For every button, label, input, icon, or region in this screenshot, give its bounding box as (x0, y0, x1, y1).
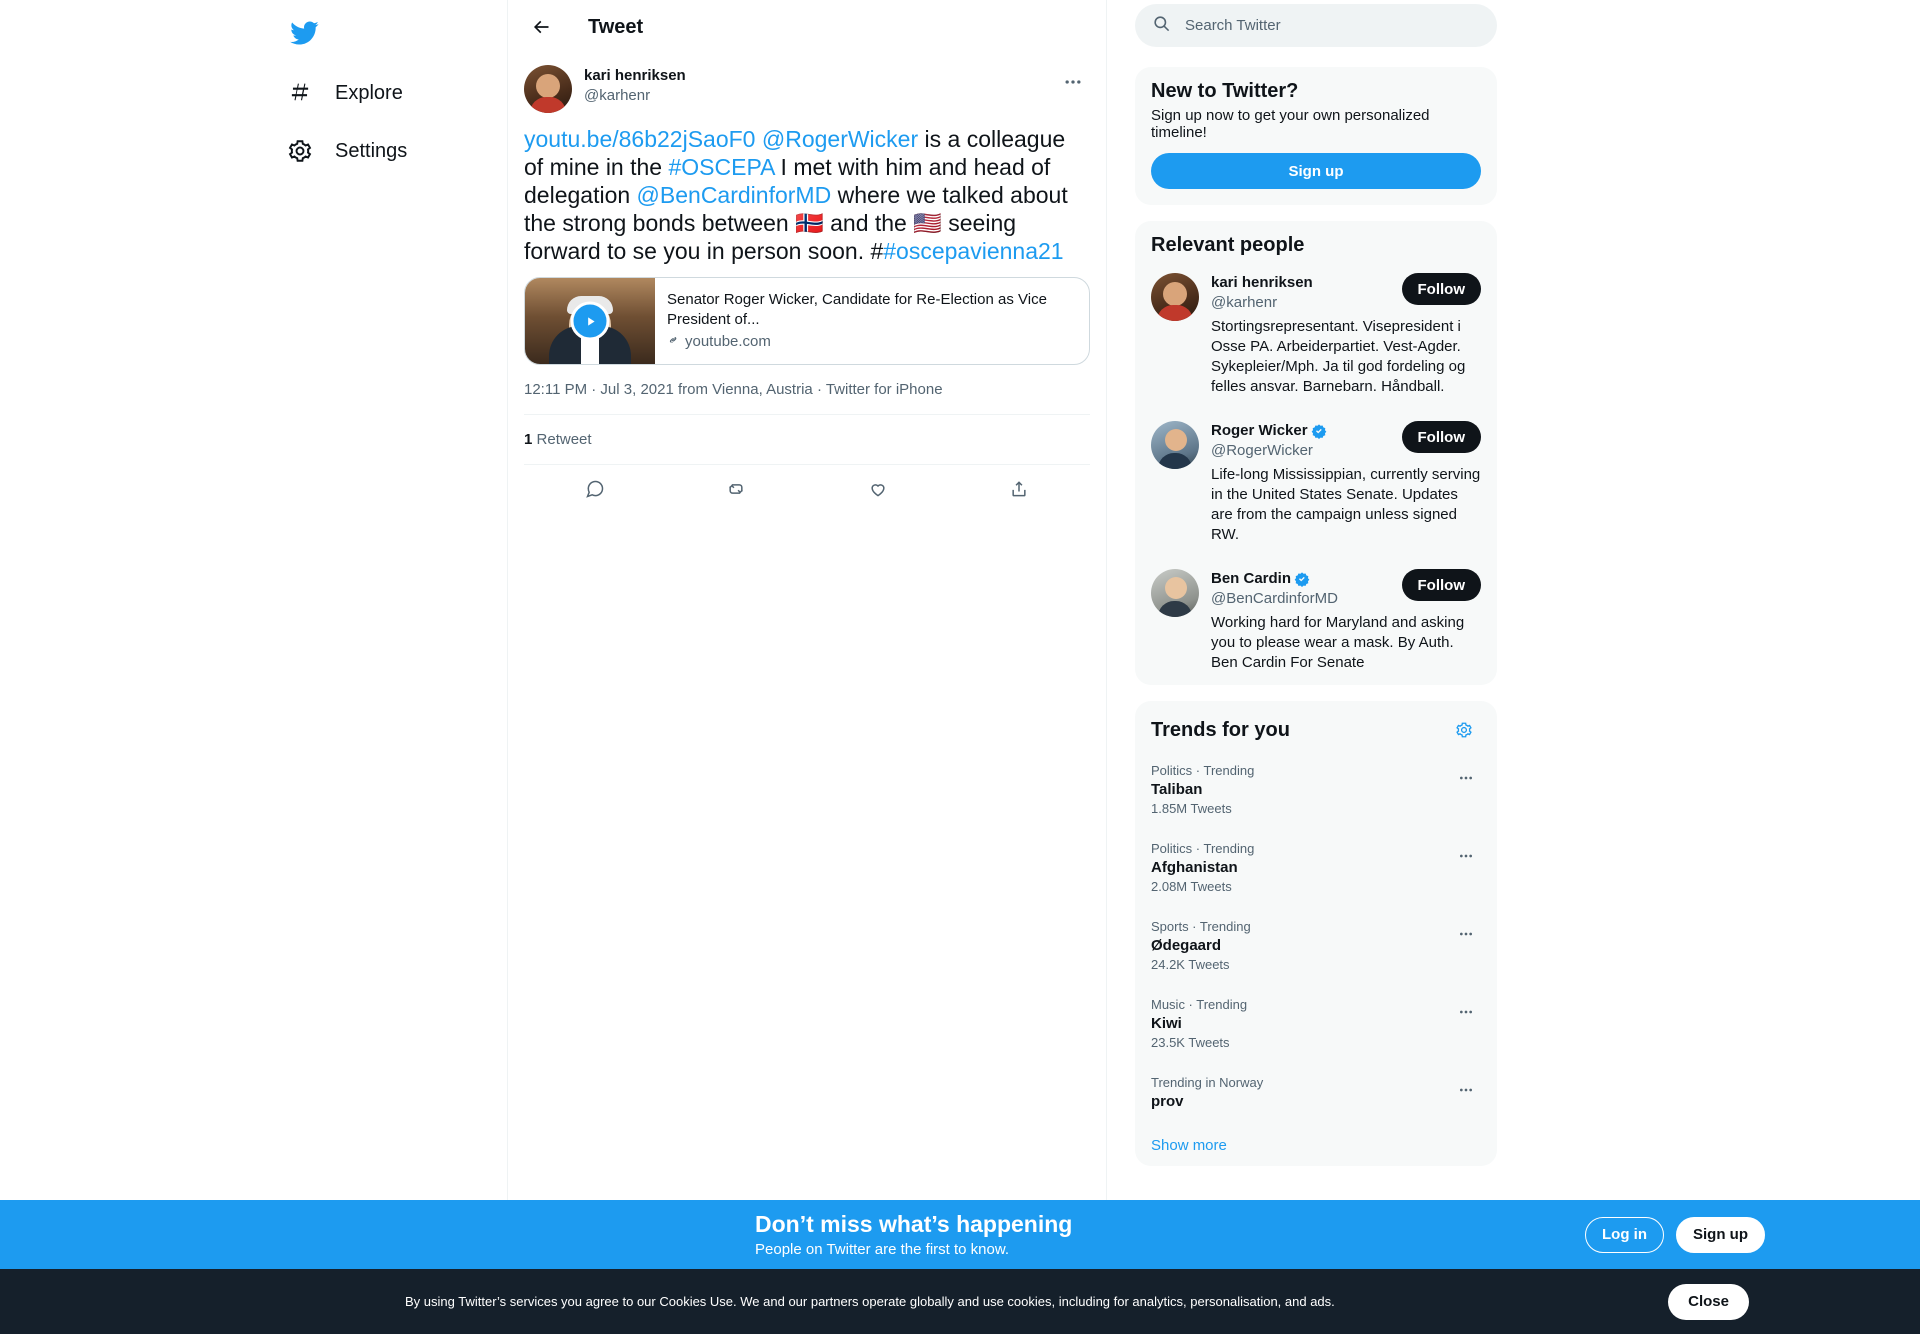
close-button[interactable]: Close (1668, 1284, 1749, 1320)
list-item[interactable] (1135, 557, 1497, 685)
list-item[interactable] (1135, 907, 1497, 985)
person-name-text: Ben Cardin (1211, 570, 1292, 587)
trend-name: Kiwi (1151, 1015, 1182, 1032)
trend-info (1151, 997, 1247, 1051)
person-header (1211, 421, 1481, 461)
trend-name: Ødegaard (1151, 937, 1222, 954)
tweet-detail (508, 53, 1106, 513)
person-handle[interactable]: @BenCardinforMD (1211, 590, 1338, 607)
show-more-link[interactable]: Show more (1151, 1137, 1227, 1154)
sidebar-item-label: Settings (335, 140, 408, 162)
person-bio: Stortingsrepresentant. Visepresident i Osse PA. Arbeiderpartiet. Vest-Agder. Sykepleier/Mph. Ja til god fordeling og felles ansvar. Barnebarn. Håndball. (1211, 318, 1466, 395)
more-horizontal-icon[interactable] (1451, 763, 1481, 793)
cookie-bar-inner (155, 1284, 1765, 1320)
card-domain (667, 332, 1077, 352)
trend-count: 24.2K Tweets (1151, 957, 1230, 972)
sign-up-button[interactable]: Sign up (1676, 1217, 1765, 1253)
trend-category: Music · Trending (1151, 997, 1248, 1012)
tweet-actions (524, 465, 1090, 513)
more-horizontal-icon[interactable] (1451, 1075, 1481, 1105)
sidebar-item-explore[interactable] (273, 66, 415, 120)
card-thumbnail (525, 278, 655, 364)
tweet-author-name[interactable]: kari henriksen (584, 67, 686, 84)
card-title: Senator Roger Wicker, Candidate for Re-Election as Vice President of... (667, 291, 1047, 328)
avatar[interactable] (1151, 569, 1199, 617)
more-horizontal-icon[interactable] (1451, 919, 1481, 949)
search-box[interactable] (1135, 4, 1497, 47)
cookie-text: By using Twitter’s services you agree to our Cookies Use. We and our partners operate globally and use cookies, including for analytics, personalisation, and ads. (405, 1293, 1335, 1309)
more-horizontal-icon[interactable] (1056, 65, 1090, 99)
panel-title: Trends for you (1151, 719, 1290, 741)
person-details (1211, 421, 1481, 545)
more-horizontal-icon[interactable] (1451, 997, 1481, 1027)
list-item[interactable] (1135, 1063, 1497, 1125)
person-name-text: Roger Wicker (1211, 422, 1308, 439)
trend-name: prov (1151, 1093, 1184, 1110)
trend-count: 2.08M Tweets (1151, 879, 1232, 894)
tweet-mention-link[interactable]: @BenCardinforMD (636, 182, 832, 208)
left-navigation-inner (263, 4, 495, 182)
search-container (1135, 4, 1497, 51)
person-names (1211, 421, 1327, 461)
person-name[interactable] (1211, 569, 1310, 589)
new-to-twitter-panel (1135, 67, 1497, 205)
trend-info (1151, 763, 1254, 817)
trend-name: Taliban (1151, 781, 1203, 798)
main-header (508, 0, 1106, 53)
left-navigation (155, 0, 507, 1334)
banner-subtitle: People on Twitter are the first to know. (755, 1240, 1010, 1258)
reply-button[interactable] (576, 470, 614, 508)
trends-panel (1135, 701, 1497, 1166)
trend-category: Politics · Trending (1151, 763, 1255, 778)
tweet-author-names (584, 65, 1056, 106)
cookie-bar (0, 1269, 1920, 1334)
signup-banner (0, 1200, 1920, 1269)
sidebar-item-settings[interactable] (273, 124, 419, 178)
banner-buttons (1585, 1217, 1765, 1253)
tweet-stats[interactable] (524, 415, 1090, 464)
list-item[interactable] (1135, 985, 1497, 1063)
page-layout (155, 0, 1765, 1334)
trend-category: Sports · Trending (1151, 919, 1251, 934)
tweet-link-card[interactable] (524, 277, 1090, 365)
panel-subtitle: Sign up now to get your own personalized timeline! (1151, 107, 1430, 141)
follow-button[interactable]: Follow (1402, 273, 1482, 305)
trend-count: 23.5K Tweets (1151, 1035, 1230, 1050)
retweet-button[interactable] (717, 470, 755, 508)
relevant-people-panel (1135, 221, 1497, 685)
signup-banner-text (755, 1210, 1585, 1260)
trend-name: Afghanistan (1151, 859, 1238, 876)
avatar[interactable] (1151, 273, 1199, 321)
list-item[interactable] (1135, 829, 1497, 907)
share-button[interactable] (1000, 470, 1038, 508)
signup-banner-inner (155, 1210, 1765, 1260)
follow-button[interactable]: Follow (1402, 421, 1482, 453)
avatar[interactable] (1151, 421, 1199, 469)
search-input[interactable] (1183, 16, 1480, 35)
follow-button[interactable]: Follow (1402, 569, 1482, 601)
person-name[interactable]: kari henriksen (1211, 274, 1313, 291)
list-item[interactable] (1135, 751, 1497, 829)
tweet-hashtag-link[interactable]: #OSCEPA (668, 154, 775, 180)
person-bio: Working hard for Maryland and asking you to please wear a mask. By Auth. Ben Cardin For Senate (1211, 614, 1465, 671)
retweet-count: 1 (524, 431, 533, 448)
right-sidebar (1107, 0, 1497, 1334)
trend-category: Politics · Trending (1151, 841, 1255, 856)
gear-icon[interactable] (1447, 713, 1481, 747)
person-name[interactable] (1211, 421, 1327, 441)
list-item[interactable] (1135, 261, 1497, 409)
sidebar-item-label: Explore (335, 82, 403, 104)
tweet-text: youtu.be/86b22jSaoF0 @RogerWicker is a colleague of mine in the #OSCEPA I met with him and head of delegation @BenCardinforMD where we talked about the strong bonds between 🇳🇴 and the 🇺🇸 seeing forward to se you in person soon. ##oscepavienna21 (524, 126, 1068, 264)
panel-title: New to Twitter? (1151, 80, 1299, 102)
tweet-url-link[interactable]: youtu.be/86b22jSaoF0 (524, 126, 756, 152)
tweet-author-row (524, 65, 1090, 113)
trend-info (1151, 841, 1254, 895)
twitter-bird-icon[interactable] (275, 4, 333, 62)
play-icon[interactable] (571, 302, 610, 341)
person-names (1211, 273, 1313, 313)
avatar[interactable] (524, 65, 572, 113)
card-body (655, 278, 1089, 364)
panel-title: Relevant people (1151, 234, 1305, 256)
trend-info (1151, 919, 1251, 973)
like-button[interactable] (859, 470, 897, 508)
tweet-hashtag-link[interactable]: #oscepavienna21 (883, 238, 1064, 264)
link-icon (667, 332, 681, 352)
retweet-label: Retweet (536, 431, 592, 448)
trends-header (1135, 701, 1497, 751)
person-handle[interactable]: @RogerWicker (1211, 442, 1313, 459)
person-details (1211, 569, 1481, 673)
person-names (1211, 569, 1338, 609)
list-item[interactable] (1135, 409, 1497, 557)
tweet-timestamp: 12:11 PM · Jul 3, 2021 from Vienna, Austria · Twitter for iPhone (524, 381, 943, 398)
more-horizontal-icon[interactable] (1451, 841, 1481, 871)
verified-badge-icon (1311, 423, 1327, 439)
search-icon (1152, 14, 1171, 38)
trend-category: Trending in Norway (1151, 1075, 1264, 1090)
person-header (1211, 569, 1481, 609)
person-details (1211, 273, 1481, 397)
verified-badge-icon (1294, 571, 1310, 587)
tweet-mention-link[interactable]: @RogerWicker (761, 126, 919, 152)
tweet-author-handle[interactable]: @karhenr (584, 87, 651, 104)
banner-title: Don’t miss what’s happening (755, 1210, 1073, 1237)
person-handle[interactable]: @karhenr (1211, 294, 1278, 311)
person-bio: Life-long Mississippian, currently serving in the United States Senate. Updates are from the campaign unless signed RW. (1211, 466, 1481, 543)
main-column (507, 0, 1107, 1334)
trend-info (1151, 1075, 1263, 1113)
page-title: Tweet (588, 15, 644, 38)
card-domain-text: youtube.com (685, 333, 771, 350)
log-in-button[interactable]: Log in (1585, 1217, 1664, 1253)
gear-icon (285, 136, 315, 166)
person-header (1211, 273, 1481, 313)
back-button[interactable] (524, 10, 558, 44)
trend-count: 1.85M Tweets (1151, 801, 1232, 816)
sign-up-button[interactable]: Sign up (1151, 153, 1481, 189)
hashtag-icon (285, 78, 315, 108)
